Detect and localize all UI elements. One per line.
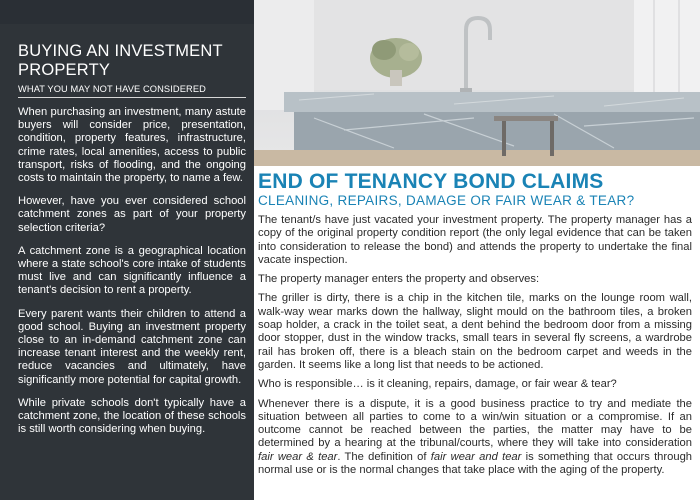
article-subtitle: CLEANING, REPAIRS, DAMAGE OR FAIR WEAR & TEAR? (258, 193, 635, 208)
kitchen-photo (254, 0, 700, 166)
sidebar-paragraph: A catchment zone is a geographical location where a state school's core intake of students must live and can significantly influence a tenant's decision to rent a property. (18, 244, 246, 297)
dispute-text-c: is something that occurs through normal use or is the normal changes that take place with the aging of the property. (258, 450, 693, 477)
kitchen-illustration (254, 0, 700, 166)
sidebar-paragraph: While private schools don't typically have a catchment zone, the location of these schools is still worth considering when buying. (18, 396, 246, 436)
sidebar-title: BUYING AN INVESTMENT PROPERTY (18, 42, 223, 79)
top-band-left (0, 0, 258, 24)
article-paragraph: Who is responsible… is it cleaning, repairs, damage, or fair wear & tear? (258, 378, 617, 391)
sidebar-paragraph: Every parent wants their children to attend a good school. Buying an investment property close to an in-demand catchment zone can increase tenant interest and the weekly rent, reduce vacancies and ultimately, have significantly more potential for capital growth. (18, 307, 246, 386)
dispute-text-a: Whenever there is a dispute, it is a good business practice to try and mediate the situation between all parties to come to a win/win situation or a compromise. If an outcome cannot be reached between the parties, the matter may have to be determined by a hearing at the tribunal/courts, where they will take into consideration (258, 397, 692, 450)
article-paragraph: The property manager enters the property and observes: (258, 273, 540, 286)
article-paragraph-dispute (258, 398, 692, 478)
article-title: END OF TENANCY BOND CLAIMS (258, 170, 604, 193)
sidebar (0, 24, 254, 500)
dispute-text-b: . The definition of (337, 450, 431, 463)
fair-wear-definition-term: fair wear and tear (430, 450, 522, 463)
sidebar-subtitle: WHAT YOU MAY NOT HAVE CONSIDERED (18, 84, 246, 98)
article-paragraph: The tenant/s have just vacated your investment property. The property manager has a copy of the original property condition report (the only legal evidence that can be taken into consideration to release the bond) and attends the property to undertake the final vacate inspection. (258, 214, 692, 266)
sidebar-paragraph: However, have you ever considered school catchment zones as part of your property selection criteria? (18, 195, 246, 234)
sidebar-paragraph: When purchasing an investment, many astute buyers will consider price, presentation, condition, property features, infrastructure, crime rates, local amenities, access to public transport, risks of flooding, and the ongoing costs to maintain the property, to name a few. (18, 106, 246, 185)
fair-wear-term: fair wear & tear (258, 450, 338, 463)
article (258, 170, 692, 483)
article-paragraph: The griller is dirty, there is a chip in the kitchen tile, marks on the lounge room wall, walk-way wear marks down the hallway, slight mould on the bathroom tiles, a broken soap holder, a crack in the toilet seat, a dent behind the bedroom door from a missing door stopper, dust in the window tracks, small tears in several fly screens, a wardrobe rail has broken off, there is a bleach stain on the bedroom carpet and weeds in the garden. It seems like a long list that needs to be actioned. (258, 292, 692, 371)
